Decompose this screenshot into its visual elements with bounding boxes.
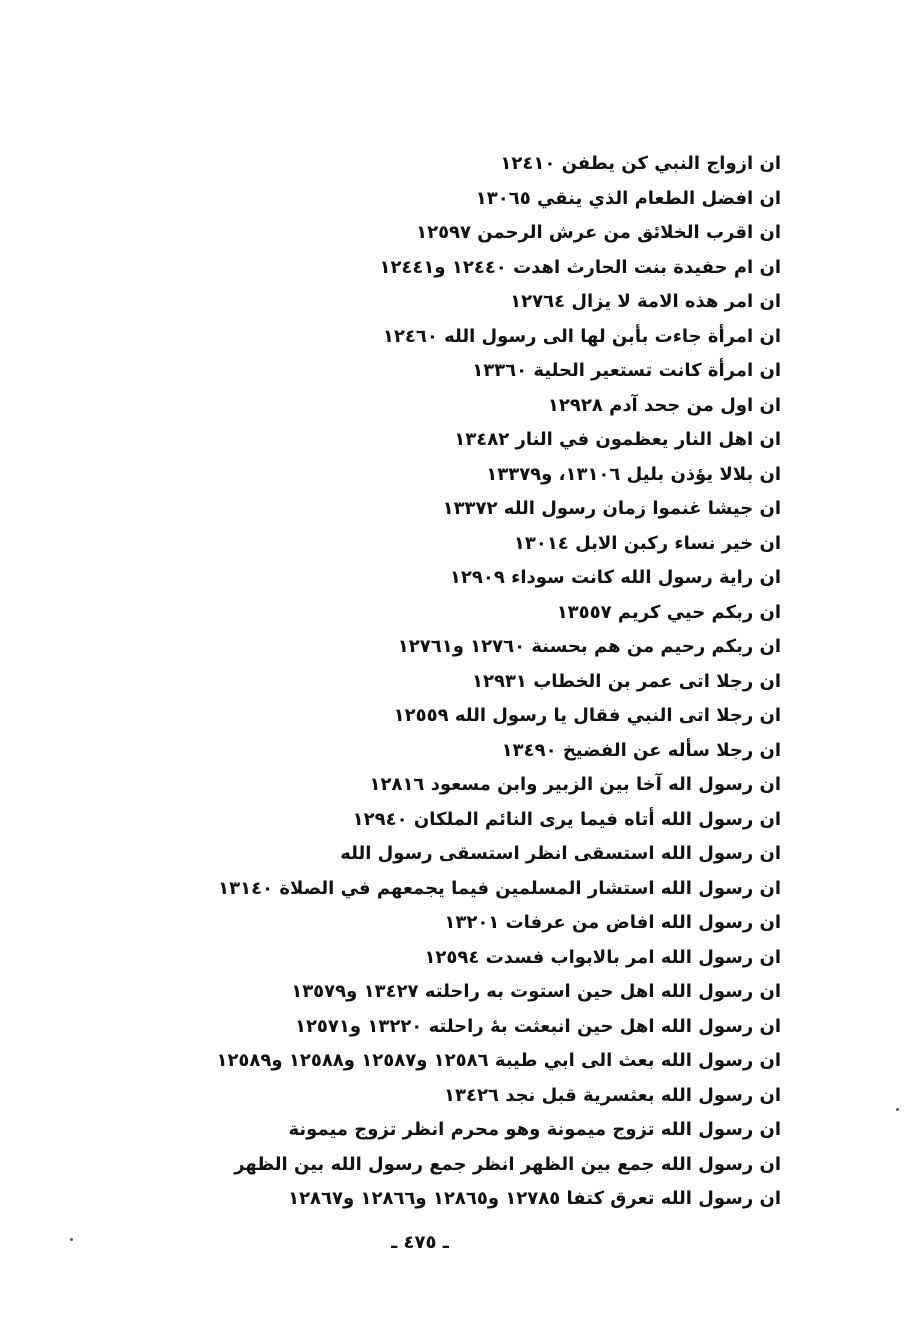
index-entry: ان رسول الله امر بالابواب فسدت ١٢٥٩٤ [424, 946, 781, 968]
index-entry: ان امرأة كانت تستعير الحلية ١٣٣٦٠ [472, 360, 781, 381]
index-entry: ان اهل النار يعظمون في النار ١٣٤٨٢ [454, 429, 781, 450]
index-entry: ان راية رسول الله كانت سوداء ١٢٩٠٩ [449, 567, 781, 588]
index-entry: ان ازواج النبي كن يطفن ١٢٤١٠ [500, 153, 781, 174]
index-entry: ان رسول الله بعثسرية قبل نجد ١٣٤٢٦ [443, 1084, 781, 1106]
index-entry: ان رجلا سأله عن الفضيخ ١٣٤٩٠ [501, 739, 781, 761]
index-entry: ان رسول الله اهل حين استوت به راحلته ١٣٤٢٧ و١٣٥٧٩ [291, 981, 781, 1002]
index-entry: ان جيشا غنموا زمان رسول الله ١٣٣٧٢ [442, 498, 781, 519]
page-number: ـ ٤٧٥ ـ [391, 1232, 449, 1253]
index-entry: ان ام حفيدة بنت الحارث اهدت ١٢٤٤٠ و١٢٤٤١ [379, 256, 781, 278]
index-entry: ان امر هذه الامة لا يزال ١٢٧٦٤ [510, 291, 781, 312]
index-entry: ان خير نساء ركبن الابل ١٣٠١٤ [513, 532, 781, 554]
index-entry: ان افضل الطعام الذي ينقي ١٣٠٦٥ [475, 187, 781, 209]
index-entry: ان امرأة جاءت بأبن لها الى رسول الله ١٢٤٦٠ [382, 325, 781, 347]
index-entry: ان رجلا اتى النبي فقال يا رسول الله ١٢٥٥٩ [393, 705, 781, 726]
index-entry: ان رسول الله استشار المسلمين فيما يجمعهم في الصلاة ١٣١٤٠ [218, 877, 781, 899]
index-entry: ان رسول اله آخا بين الزبير وابن مسعود ١٢٨١٦ [369, 774, 781, 795]
index-entry: ان بلالا يؤذن بليل ١٣١٠٦، و١٣٣٧٩ [486, 463, 781, 485]
index-entry: ان اول من جحد آدم ١٢٩٢٨ [547, 394, 781, 416]
index-entry: ان رسول الله استسقى انظر استسقى رسول الله [340, 843, 781, 864]
index-entry: ان رسول الله اهل حين انبعثت بهٔ راحلته ١٣٢٢٠ و١٢٥٧١ [294, 1015, 781, 1037]
index-entry-list [41, 147, 781, 1217]
scan-speck [70, 1238, 73, 1241]
index-entry: ان ربكم رحيم من هم بحسنة ١٢٧٦٠ و١٢٧٦١ [397, 636, 781, 657]
index-entry: ان رسول الله بعث الى ابي طيبة ١٢٥٨٦ و١٢٥٨٧ و١٢٥٨٨ و١٢٥٨٩ [216, 1050, 781, 1071]
index-entry: ان رسول الله تعرق كتفا ١٢٧٨٥ و١٢٨٦٥ و١٢٨٦٦ و١٢٨٦٧ [288, 1188, 781, 1209]
index-entry: ان رسول الله أتاه فيما يرى النائم الملكان ١٢٩٤٠ [352, 808, 781, 830]
scan-speck [896, 1108, 899, 1111]
index-entry: ان ربكم حيي كريم ١٣٥٥٧ [556, 601, 781, 623]
index-entry: ان رسول الله تزوج ميمونة وهو محرم انظر تزوج ميمونة [288, 1119, 781, 1140]
index-entry: ان اقرب الخلائق من عرش الرحمن ١٢٥٩٧ [416, 222, 781, 243]
index-entry: ان رسول الله افاض من عرفات ١٣٢٠١ [444, 912, 781, 933]
index-entry: ان رجلا اتى عمر بن الخطاب ١٢٩٣١ [471, 670, 781, 692]
index-entry: ان رسول الله جمع بين الظهر انظر جمع رسول الله بين الظهر [234, 1153, 781, 1175]
